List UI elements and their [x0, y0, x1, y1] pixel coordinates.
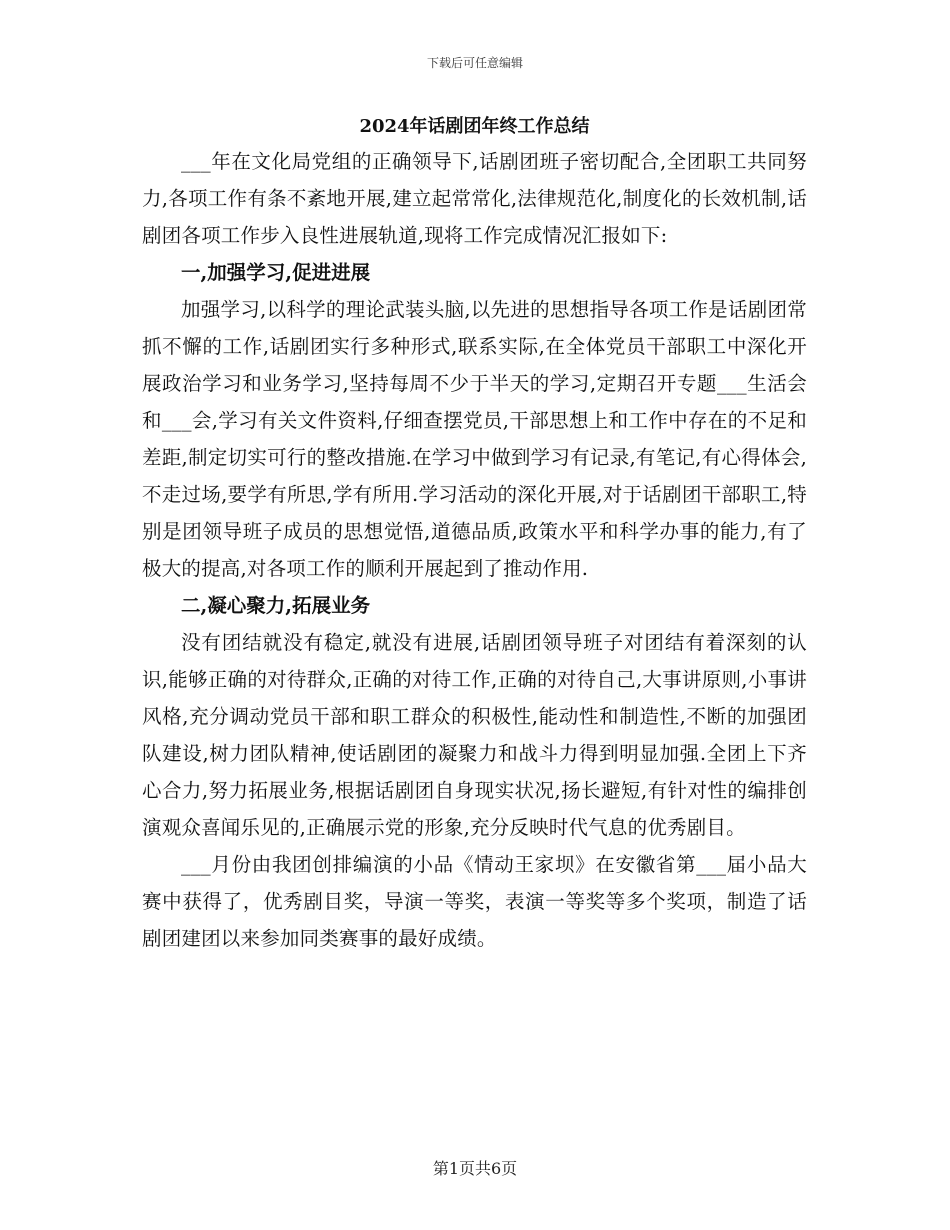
document-body — [142, 112, 807, 957]
section-2-paragraph-1: 没有团结就没有稳定,就没有进展,话剧团领导班子对团结有着深刻的认识,能够正确的对待群众,正确的对待工作,正确的对待自己,大事讲原则,小事讲风格,充分调动党员干部和职工群众的积极性,能动性和制造性,不断的加强团队建设,树力团队精神,使话剧团的凝聚力和战斗力得到明显加强.全团上下齐心合力,努力拓展业务,根据话剧团自身现实状况,扬长避短,有针对性的编排创演观众喜闻乐见的,正确展示党的形象,充分反映时代气息的优秀剧目。 — [142, 631, 807, 839]
page-number: 第1页共6页 — [432, 1159, 518, 1178]
section-2-paragraph-2: ___月份由我团创排编演的小品《情动王家坝》在安徽省第___届小品大赛中获得了，优秀剧目奖，导演一等奖，表演一等奖等多个奖项，制造了话剧团建团以来参加同类赛事的最好成绩。 — [142, 853, 807, 950]
section-1-heading: 一,加强学习,促进进展 — [181, 261, 371, 284]
section-1-paragraph: 加强学习,以科学的理论武装头脑,以先进的思想指导各项工作是话剧团常抓不懈的工作,话剧团实行多种形式,联系实际,在全体党员干部职工中深化开展政治学习和业务学习,坚持每周不少于半天的学习,定期召开专题___生活会和___会,学习有关文件资料,仔细查摆党员,干部思想上和工作中存在的不足和差距,制定切实可行的整改措施.在学习中做到学习有记录,有笔记,有心得体会,不走过场,要学有所思,学有所用.学习活动的深化开展,对于话剧团干部职工,特别是团领导班子成员的思想觉悟,道德品质,政策水平和科学办事的能力,有了极大的提高,对各项工作的顺利开展起到了推动作用. — [142, 298, 807, 580]
section-2-heading: 二,凝心聚力,拓展业务 — [181, 594, 371, 617]
intro-paragraph: ___年在文化局党组的正确领导下,话剧团班子密切配合,全团职工共同努力,各项工作有条不紊地开展,建立起常常化,法律规范化,制度化的长效机制,话剧团各项工作步入良性进展轨道,现将工作完成情况汇报如下: — [142, 150, 807, 247]
header-note: 下载后可任意编辑 — [426, 56, 523, 70]
document-title: 2024年话剧团年终工作总结 — [359, 116, 590, 137]
